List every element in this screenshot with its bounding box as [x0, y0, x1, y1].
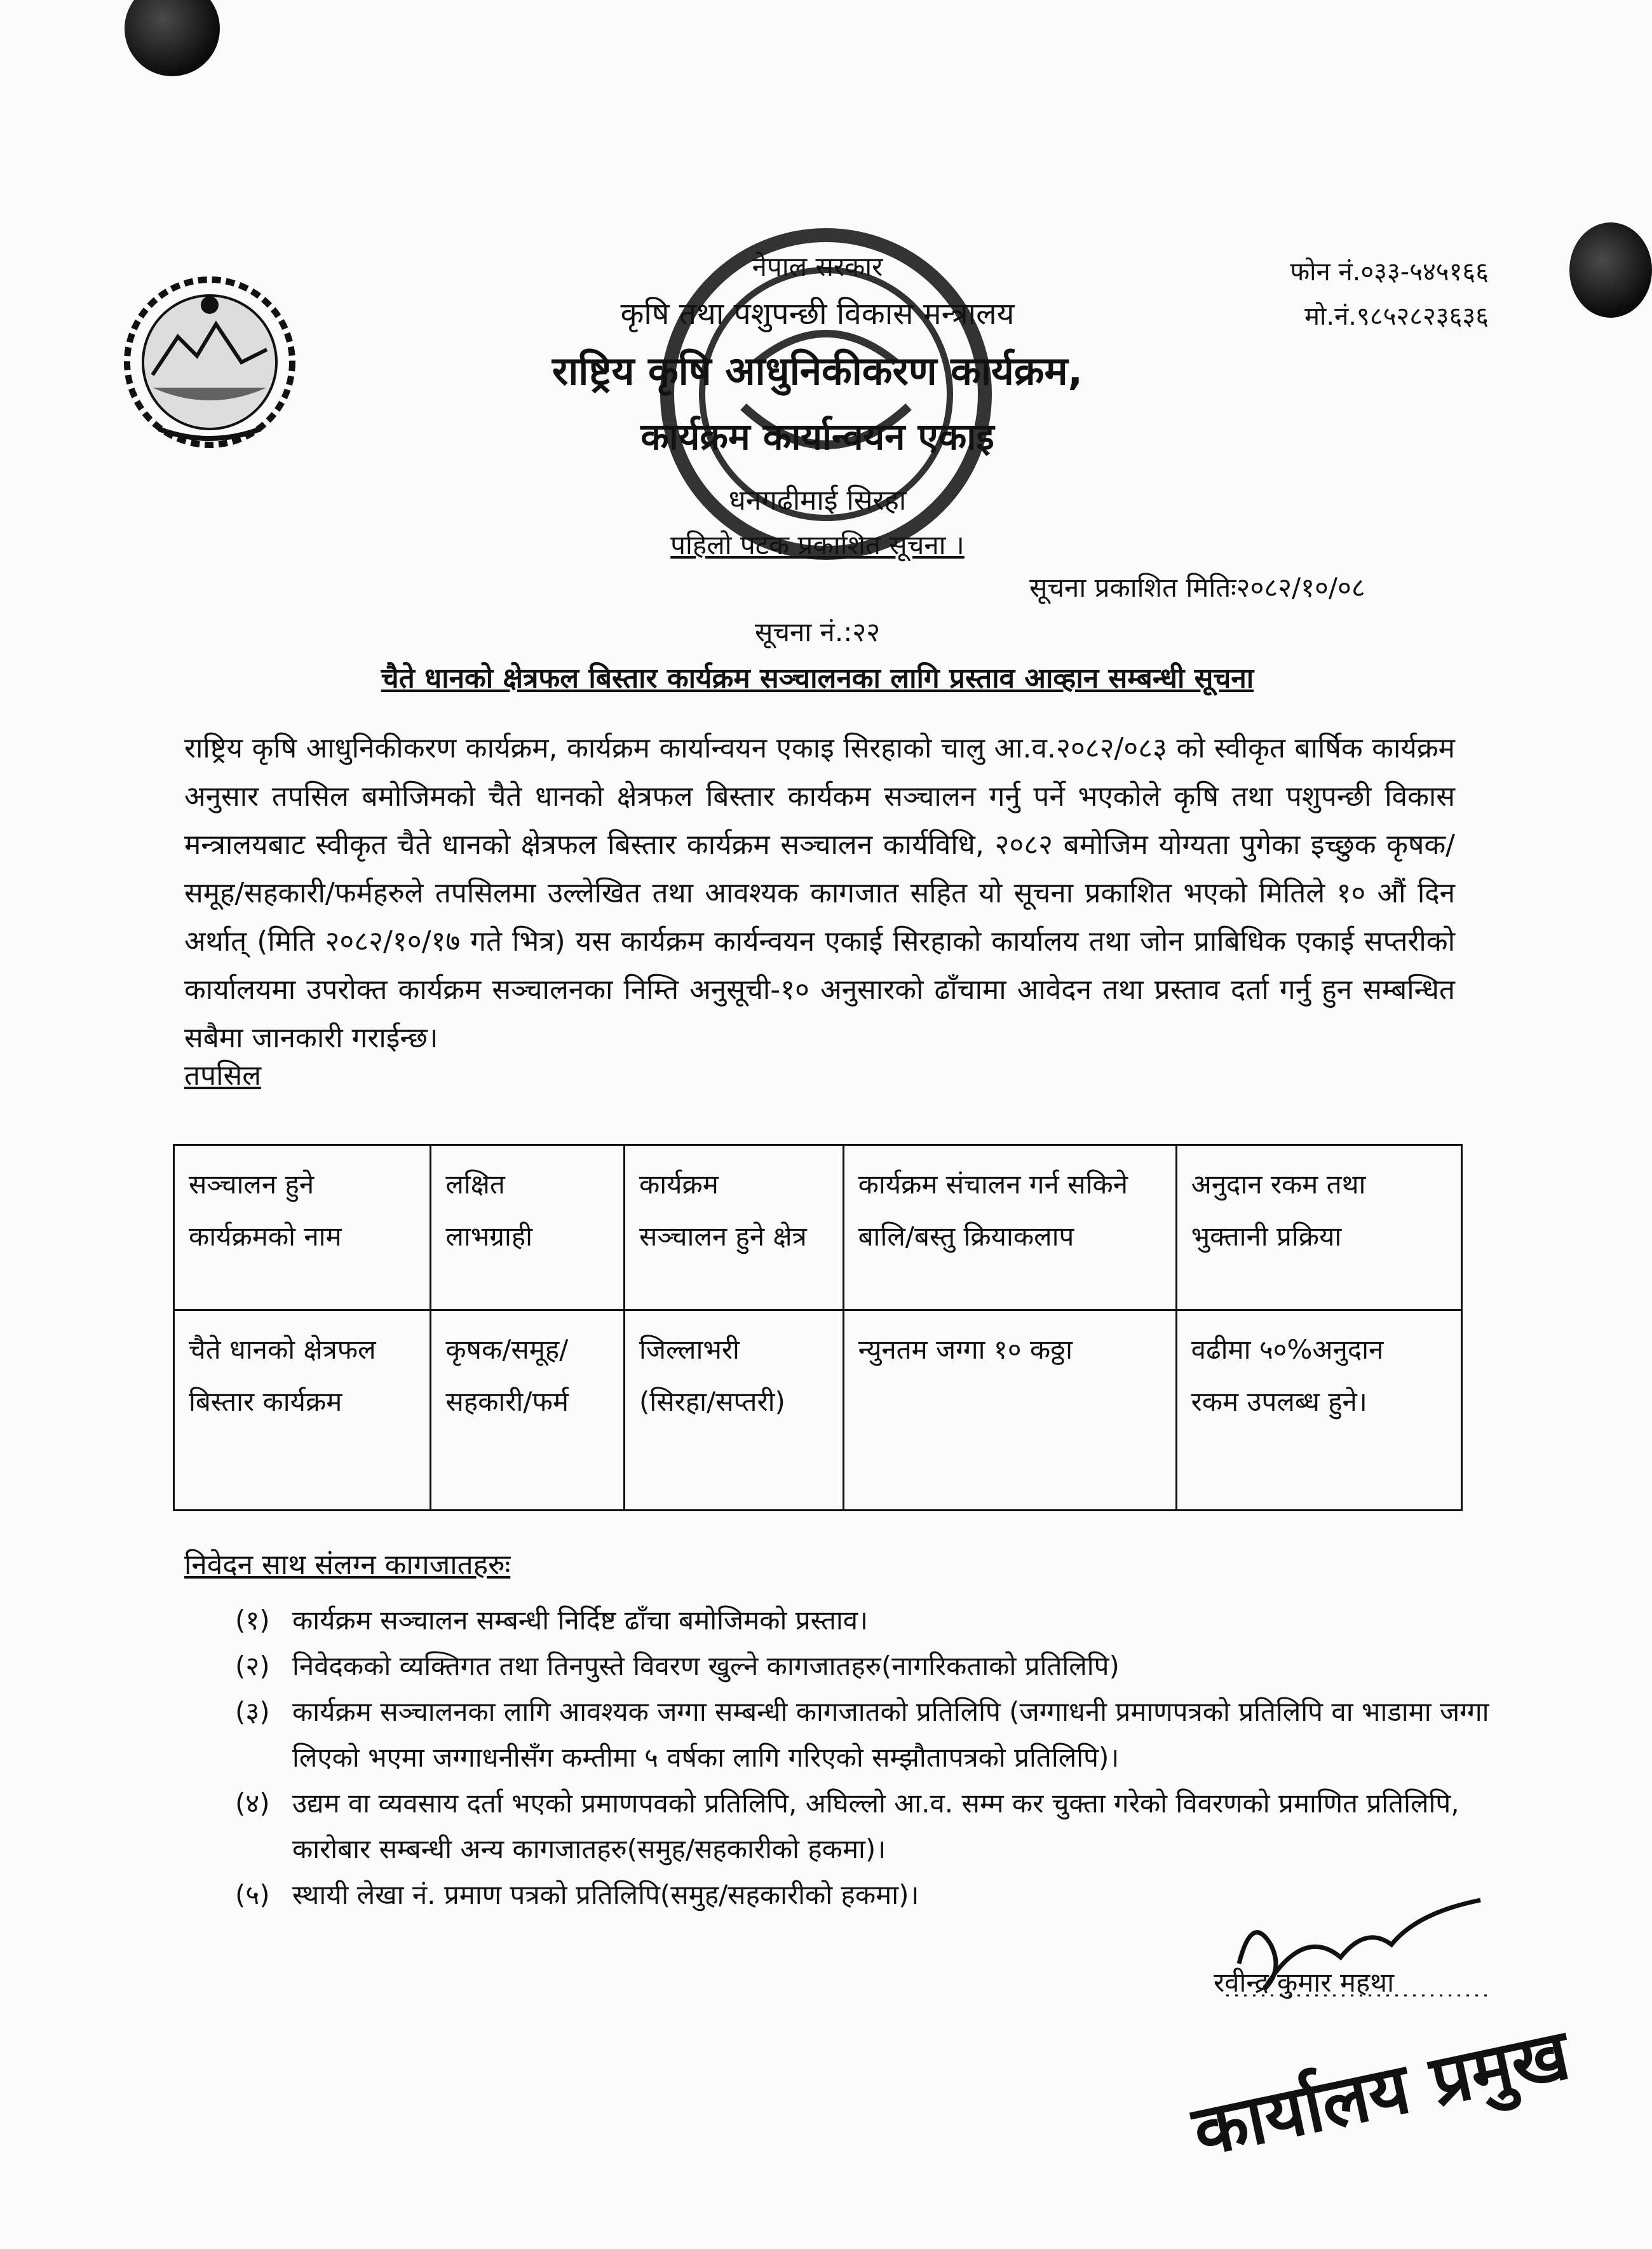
documents-title: निवेदन साथ संलग्न कागजातहरुः — [184, 1549, 511, 1581]
notice-date: सूचना प्रकाशित मितिः२०८२/१०/०८ — [1029, 572, 1365, 603]
list-item: (३) कार्यक्रम सञ्चालनका लागि आवश्यक जग्गा सम्बन्धी कागजातको प्रतिलिपि (जग्गाधनी प्रमाणपत्रको प्रतिलिपि वा भाडामा जग्गा लिएको भएमा जग्गाधनीसँग कम्तीमा ५ वर्षका लागि गरिएको सम्झौतापत्रको प्रतिलिपि)। — [235, 1696, 1489, 1773]
push-pin-top — [125, 0, 220, 76]
header-program: राष्ट्रिय कृषि आधुनिकीकरण कार्यक्रम, — [552, 348, 1083, 394]
table-header-cell: कार्यक्रम संचालन गर्न सकिने बालि/बस्तु क्रियाकलाप — [843, 1145, 1176, 1310]
required-documents — [184, 1544, 1519, 1918]
table-header-cell: कार्यक्रम सञ्चालन हुने क्षेत्र — [625, 1145, 844, 1310]
tapasil-label: तपसिल — [184, 1059, 262, 1092]
table-cell: न्युनतम जग्गा १० कठ्ठा — [843, 1310, 1176, 1511]
notice-number: सूचना नं.:२२ — [754, 616, 881, 648]
phone-number: फोन नं.०३३-५४५१६६ — [1290, 257, 1489, 287]
header-govt: नेपाल सरकार — [752, 251, 883, 282]
table-header-cell: अनुदान रकम तथा भुक्तानी प्रक्रिया — [1176, 1145, 1461, 1310]
table-cell: चैते धानको क्षेत्रफल बिस्तार कार्यक्रम — [174, 1310, 431, 1511]
table-row — [174, 1310, 1462, 1511]
header-location: धनगढीमाई सिरहा — [728, 484, 907, 517]
header-ministry: कृषि तथा पशुपन्छी विकास मन्त्रालय — [620, 296, 1015, 332]
list-item: (४) उद्यम वा व्यवसाय दर्ता भएको प्रमाणपवको प्रतिलिपि, अघिल्लो आ.व. सम्म कर चुक्ता गरेको विवरणको प्रमाणित प्रतिलिपि, कारोबार सम्बन्धी अन्य कागजातहरु(समुह/सहकारीको हकमा)। — [235, 1788, 1459, 1865]
table-cell: जिल्लाभरी (सिरहा/सप्तरी) — [625, 1310, 844, 1511]
table-cell: वढीमा ५०%अनुदान रकम उपलब्ध हुने। — [1176, 1310, 1461, 1511]
notice-body: राष्ट्रिय कृषि आधुनिकीकरण कार्यक्रम, कार्यक्रम कार्यान्वयन एकाइ सिरहाको चालु आ.व.२०८२/०८३ को स्वीकृत बार्षिक कार्यक्रम अनुसार तपसिल बमोजिमको चैते धानको क्षेत्रफल बिस्तार कार्यकम सञ्चालन गर्नु पर्ने भएकोले कृषि तथा पशुपन्छी विकास मन्त्रालयबाट स्वीकृत चैते धानको क्षेत्रफल बिस्तार कार्यक्रम सञ्चालन कार्यविधि, २०८२ बमोजिम योग्यता पुगेका इच्छुक कृषक/समूह/सहकारी/फर्महरुले तपसिलमा उल्लेखित तथा आवश्यक कागजात सहित यो सूचना प्रकाशित भएको मितिले १० औं दिन अर्थात् (मिति २०८२/१०/१७ गते भित्र) यस कार्यक्रम कार्यन्वयन एकाई सिरहाको कार्यालय तथा जोन प्राबिधिक एकाई सप्तरीको कार्यालयमा उपरोक्त कार्यक्रम सञ्चालनका निम्ति अनुसूची-१० अनुसारको ढाँचामा आवेदन तथा प्रस्ताव दर्ता गर्नु हुन सम्बन्धित सबैमा जानकारी गराईन्छ। — [184, 732, 1455, 1054]
table-header-cell: लक्षित लाभग्राही — [431, 1145, 625, 1310]
header-unit: कार्यक्रम कार्यान्वयन एकाइ — [640, 415, 994, 458]
list-item: (२) निवेदकको व्यक्तिगत तथा तिनपुस्ते विवरण खुल्ने कागजातहरु(नागरिकताको प्रतिलिपि) — [235, 1650, 1120, 1682]
table-header-cell: सञ्चालन हुने कार्यक्रमको नाम — [174, 1145, 431, 1310]
office-head-seal — [1175, 2013, 1576, 2173]
header-published: पहिलो पटक प्रकाशित सूचना । — [670, 529, 965, 561]
signatory-name: रवीन्द्र कुमार महथा — [1214, 1967, 1394, 1998]
svg-text:कार्यालय प्रमुख: कार्यालय प्रमुख — [1186, 2013, 1576, 2173]
table-cell: कृषक/समूह/ सहकारी/फर्म — [431, 1310, 625, 1511]
program-table — [173, 1144, 1463, 1511]
list-item: (१) कार्यक्रम सञ्चालन सम्बन्धी निर्दिष्ट ढाँचा बमोजिमको प्रस्ताव। — [235, 1605, 869, 1636]
notice-title: चैते धानको क्षेत्रफल बिस्तार कार्यक्रम सञ्चालनका लागि प्रस्ताव आव्हान सम्बन्धी सूचना — [381, 662, 1254, 695]
mobile-number: मो.नं.९८५२८२३६३६ — [1304, 302, 1489, 331]
list-item: (५) स्थायी लेखा नं. प्रमाण पत्रको प्रतिलिपि(समुह/सहकारीको हकमा)। — [235, 1879, 919, 1910]
table-header-row — [174, 1145, 1462, 1310]
